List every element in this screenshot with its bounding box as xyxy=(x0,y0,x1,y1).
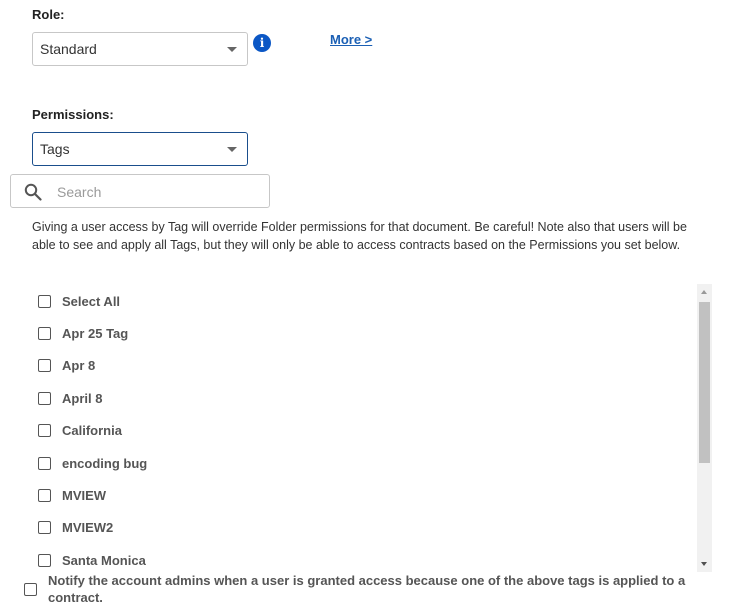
scroll-down-arrow-icon[interactable] xyxy=(701,562,707,566)
tag-checkbox[interactable] xyxy=(38,359,51,372)
tag-item[interactable] xyxy=(38,388,102,408)
tag-list-scrollbar[interactable] xyxy=(697,284,712,572)
tag-label: California xyxy=(62,422,122,438)
role-select[interactable] xyxy=(32,32,248,66)
permissions-select[interactable] xyxy=(32,132,248,166)
tag-checkbox[interactable] xyxy=(38,521,51,534)
tag-label: encoding bug xyxy=(62,455,148,471)
tag-checkbox[interactable] xyxy=(38,392,51,405)
tag-label: Santa Monica xyxy=(62,552,146,568)
chevron-down-icon xyxy=(227,47,237,52)
search-box[interactable] xyxy=(10,174,270,208)
tag-checkbox[interactable] xyxy=(38,457,51,470)
permissions-select-value: Tags xyxy=(40,141,70,157)
tag-label: Apr 25 Tag xyxy=(62,325,129,341)
scroll-up-arrow-icon[interactable] xyxy=(701,290,707,294)
notify-admins-label: Notify the account admins when a user is granted access because one of the above tags is applied to a contract. xyxy=(48,573,686,605)
tag-item[interactable] xyxy=(38,550,146,570)
more-link[interactable]: More > xyxy=(330,32,373,47)
chevron-down-icon xyxy=(227,147,237,152)
tag-label: Select All xyxy=(62,293,121,309)
tag-checkbox[interactable] xyxy=(38,489,51,502)
tag-item[interactable] xyxy=(38,485,106,505)
tag-checkbox[interactable] xyxy=(38,327,51,340)
tag-label: April 8 xyxy=(62,390,103,406)
role-label: Role: xyxy=(32,7,65,22)
notify-admins-checkbox[interactable] xyxy=(24,583,37,596)
tag-label: MVIEW2 xyxy=(62,519,114,535)
tag-label: MVIEW xyxy=(62,487,107,503)
select-all-checkbox[interactable] xyxy=(38,295,51,308)
tag-checkbox[interactable] xyxy=(38,554,51,567)
role-select-value: Standard xyxy=(40,41,97,57)
tag-item[interactable] xyxy=(38,420,122,440)
tag-list xyxy=(32,284,692,570)
tag-checkbox[interactable] xyxy=(38,424,51,437)
permissions-label: Permissions: xyxy=(32,107,114,122)
search-icon xyxy=(24,183,42,201)
tag-item[interactable] xyxy=(38,323,128,343)
tag-item[interactable] xyxy=(38,355,95,375)
scrollbar-thumb[interactable] xyxy=(699,302,710,463)
tag-label: Apr 8 xyxy=(62,357,96,373)
tag-item[interactable] xyxy=(38,517,113,537)
search-input[interactable] xyxy=(57,182,257,202)
tag-item[interactable] xyxy=(38,453,147,473)
info-icon[interactable]: i xyxy=(253,34,271,52)
tag-permissions-warning: Giving a user access by Tag will override Folder permissions for that document. Be careful! Note also that users will be able to see and apply all Tags, but they will only be able to access contracts based on the Permissions you set below. xyxy=(32,220,687,252)
tag-item-select-all[interactable] xyxy=(38,291,120,311)
